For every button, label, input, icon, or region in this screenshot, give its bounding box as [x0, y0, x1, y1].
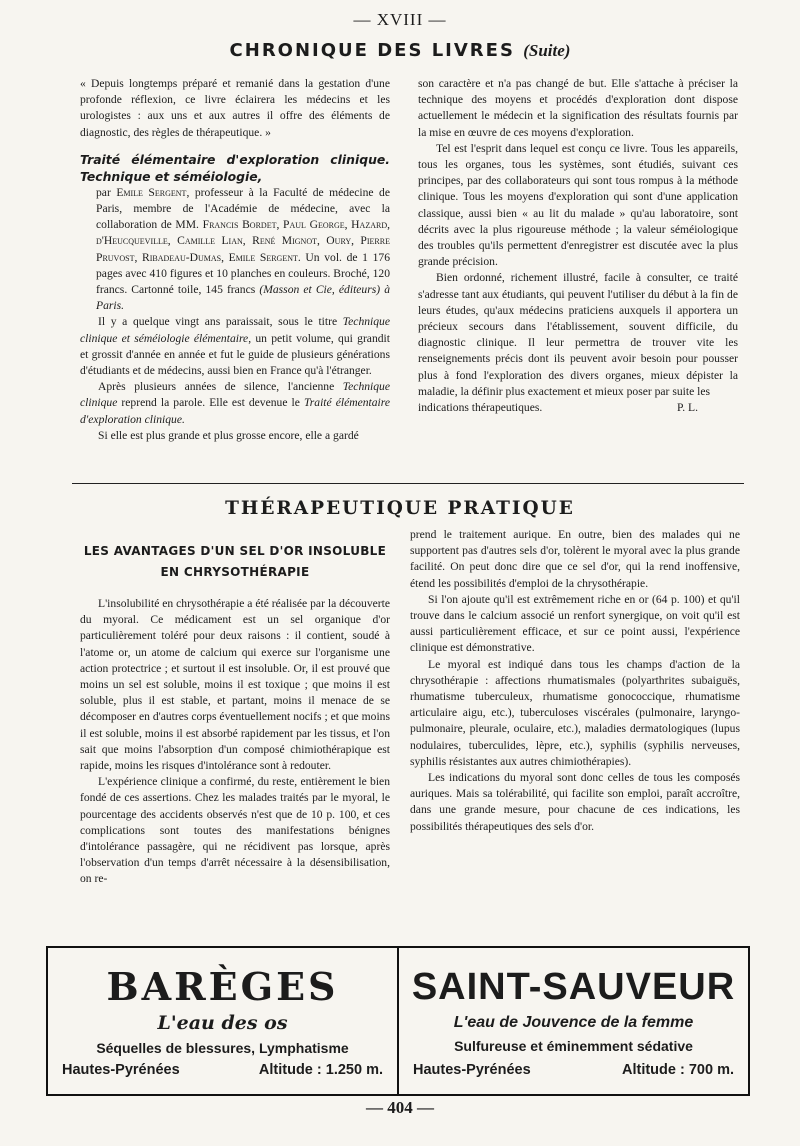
review-paragraph-4: son caractère et n'a pas changé de but. Elle s'attache à préciser la technique des moyens et procédés d'exploration dont dispose actuellement le médecin et la signification des résultats fournis par la mise en œuvre de ces moyens d'exploration. — [418, 77, 738, 139]
ad-bareges-name: BARÈGES — [106, 964, 339, 1009]
article-paragraph-6: Les indications du myoral sont donc celles de tous les composés auriques. Mais sa tolérabilité, qui facilite son emploi, paraît accroître, dans une grande mesure, pour chacune de ces indications, les possibilités thérapeutiques des sels d'or. — [410, 771, 740, 833]
section-title-chronique — [0, 40, 800, 61]
review-quote: « Depuis longtemps préparé et remanié dans la gestation d'une profonde réflexion, ce livre éclairera les médecins et les urologistes : aux uns et aux autres il offre des éléments de diagnostic, des règles de thérapeutique. » — [80, 77, 390, 139]
book-collaborators: Francis Bordet, Paul George, Hazard, d'Heucqueville, Camille Lian, René Mignot, Oury, Pierre Pruvost, Ribadeau-Dumas, Emile Sergent. — [96, 218, 390, 264]
ad-bareges-altitude: Altitude : 1.250 m. — [258, 1062, 383, 1078]
ad-saint-sauveur-region: Hautes-Pyrénées — [413, 1062, 531, 1078]
ad-bareges — [48, 948, 397, 1094]
review-closing-line — [418, 400, 738, 416]
ad-saint-sauveur-footer — [413, 1062, 734, 1078]
book-details-2: Un vol. de 1 176 pages avec 410 figures et 10 planches en couleurs. Broché, 120 francs. Cartonné toile, 145 francs — [96, 250, 390, 297]
book-title: Traité élémentaire d'exploration clinique. Technique et séméiologie, — [80, 151, 390, 184]
review-p1-italic: Technique clinique et séméiologie élémentaire — [80, 315, 390, 345]
article-paragraph-4: Si l'on ajoute qu'il est extrêmement riche en or (64 p. 100) et qu'il trouve dans le calcium associé un renfort synergique, on voit qu'il est aussi particulièrement efficace, et sur ce point aussi, l'expérience clinique est démonstrative. — [410, 592, 740, 655]
section-title-therapeutique: THÉRAPEUTIQUE PRATIQUE — [225, 498, 575, 519]
ad-saint-sauveur-subtitle: Sulfureuse et éminemment sédative — [454, 1038, 693, 1054]
page-number-roman: — XVIII — — [353, 10, 447, 29]
section-title-text: CHRONIQUE DES LIVRES — [229, 40, 515, 61]
article-paragraph-1: L'insolubilité en chrysothérapie a été réalisée par la découverte du myoral. Ce médicament est un sel organique d'or particulièrement toléré pour deux raisons : il contient, soudé à l'atome or, un atome de calcium qui exerce sur l'organisme une action protectrice ; et surtout il est insoluble. Or, il est prouvé que moins un sel est soluble, moins il est toxique ; que moins il est soluble, plus il est stable, et partant, moins il menace de se décomposer en d'autres corps éventuellement nocifs ; et que moins il est soluble, moins il est absorbé rapidement par les tissus, et l'on sait que moins l'absorption d'un composé chimiothérapique est rapide, moins les risques d'intolérance sont à redouter. — [80, 597, 390, 773]
chronique-column-left — [80, 76, 390, 444]
review-paragraph-2 — [80, 379, 390, 428]
ad-saint-sauveur — [397, 948, 748, 1094]
book-publisher: (Masson et Cie, éditeurs) à Paris. — [96, 283, 390, 313]
ad-bareges-region: Hautes-Pyrénées — [62, 1062, 180, 1078]
section-title-suffix: (Suite) — [523, 41, 571, 60]
ad-saint-sauveur-slogan: L'eau de Jouvence de la femme — [453, 1014, 694, 1031]
ad-saint-sauveur-altitude: Altitude : 700 m. — [622, 1062, 734, 1078]
article-title — [82, 541, 388, 583]
review-p1-text-b: , un petit volume, qui grandit et grossit d'année en année et fut le guide de plusieurs générations d'étudiants et de médecins, aussi bien en France qu'à l'étranger. — [80, 331, 390, 378]
review-paragraph-6: Bien ordonné, richement illustré, facile à consulter, ce traité s'adresse tant aux étudiants, qui peuvent l'utiliser du début à la fin de leurs études, qu'aux médecins praticiens auxquels il apportera un précieux secours dans l'établissement, souvent difficile, du diagnostic clinique. Il leur permettra de trouver vite les renseignements précis dont ils peuvent avoir besoin pour pousser plus à fond l'exploration des divers organes, mieux dépister la maladie, la définir plus exactement et mieux poser par suite les — [418, 271, 738, 398]
review-closing-text: indications thérapeutiques. — [418, 401, 543, 415]
ad-saint-sauveur-name: SAINT-SAUVEUR — [411, 966, 736, 1008]
book-details-1: , professeur à la Faculté de médecine de Paris, membre de l'Académie de médecine, avec la collaboration de MM. — [96, 185, 390, 232]
review-p1-text-a: Il y a quelque vingt ans paraissait, sous le titre — [98, 315, 338, 329]
article-column-left — [80, 596, 390, 888]
review-signature: P. L. — [677, 401, 698, 415]
review-paragraph-5: Tel est l'esprit dans lequel est conçu ce livre. Tous les appareils, tous les organes, tous les systèmes, sont étudiés, suivant ces principes, par des collaborateurs qui sont tous rompus à la méthode clinique. Tous les moyens d'exploration qui sont d'une application classique, aussi bien « au lit du malade » qu'au laboratoire, sont décrits avec la plus rigoureuse méthode ; la valeur séméiologique des troubles qu'ils permettent d'enregistrer est discutée avec la plus grande précision. — [418, 141, 738, 269]
book-description — [80, 185, 390, 315]
review-p2-text-a: Après plusieurs années de silence, l'ancienne — [98, 380, 335, 394]
article-title-line-1: LES AVANTAGES D'UN SEL D'OR INSOLUBLE — [83, 544, 387, 558]
review-paragraph-1 — [80, 314, 390, 379]
review-p2-text-b: reprend la parole. Elle est devenue le — [121, 396, 300, 410]
ad-bareges-footer — [62, 1062, 383, 1078]
page-number: — 404 — — [366, 1098, 434, 1117]
advertisement-banner — [46, 946, 750, 1096]
article-paragraph-3: prend le traitement aurique. En outre, bien des malades qui ne supportent pas d'autres sels d'or, tolèrent le myoral avec la plus grande facilité. On peut donc dire que ce sel d'or, qui la rend inoffensive, étend les possibilités d'emploi de la chrysothérapie. — [410, 528, 740, 590]
review-p2-italic-1: Technique clinique — [80, 380, 390, 410]
article-paragraph-2: L'expérience clinique a confirmé, du reste, entièrement le bien fondé de ces assertions. Chez les malades traités par le myoral, le pourcentage des accidents observés n'est que de 10 p. 100, et ces complications sont toutes des manifestations bénignes d'intolérance passagère, qui ne récidivent pas lorsque, après l'observation d'un temps d'arrêt nécessaire à la désensibilisation, on re- — [80, 775, 390, 886]
ad-bareges-slogan: L'eau des os — [157, 1012, 288, 1034]
article-title-line-2: EN CHRYSOTHÉRAPIE — [160, 565, 310, 579]
book-by: par — [96, 185, 111, 199]
section-divider — [72, 483, 744, 484]
review-paragraph-3: Si elle est plus grande et plus grosse encore, elle a gardé — [98, 428, 359, 442]
review-p2-italic-2: Traité élémentaire d'exploration clinique. — [80, 396, 391, 426]
chronique-column-right — [418, 76, 738, 416]
book-author: Emile Sergent — [116, 185, 187, 199]
ad-bareges-subtitle: Séquelles de blessures, Lymphatisme — [96, 1040, 349, 1056]
article-column-right — [410, 527, 740, 835]
article-paragraph-5: Le myoral est indiqué dans tous les champs d'action de la chrysothérapie : affections rhumatismales (polyarthrites subaiguës, rhumatisme tuberculeux, rhumatisme gonococcique, rhumatisme articulaire aigu, etc.), tuberculoses viscérales (pulmonaire, laryngo-pulmonaire, pleurale, oculaire, etc.), maladies dermatologiques (lupus nodulaires, tuberculides, lèpre, etc.), syphilis (syphilis nerveuses, syphilis résistantes aux autres chimiothérapies). — [410, 657, 740, 768]
